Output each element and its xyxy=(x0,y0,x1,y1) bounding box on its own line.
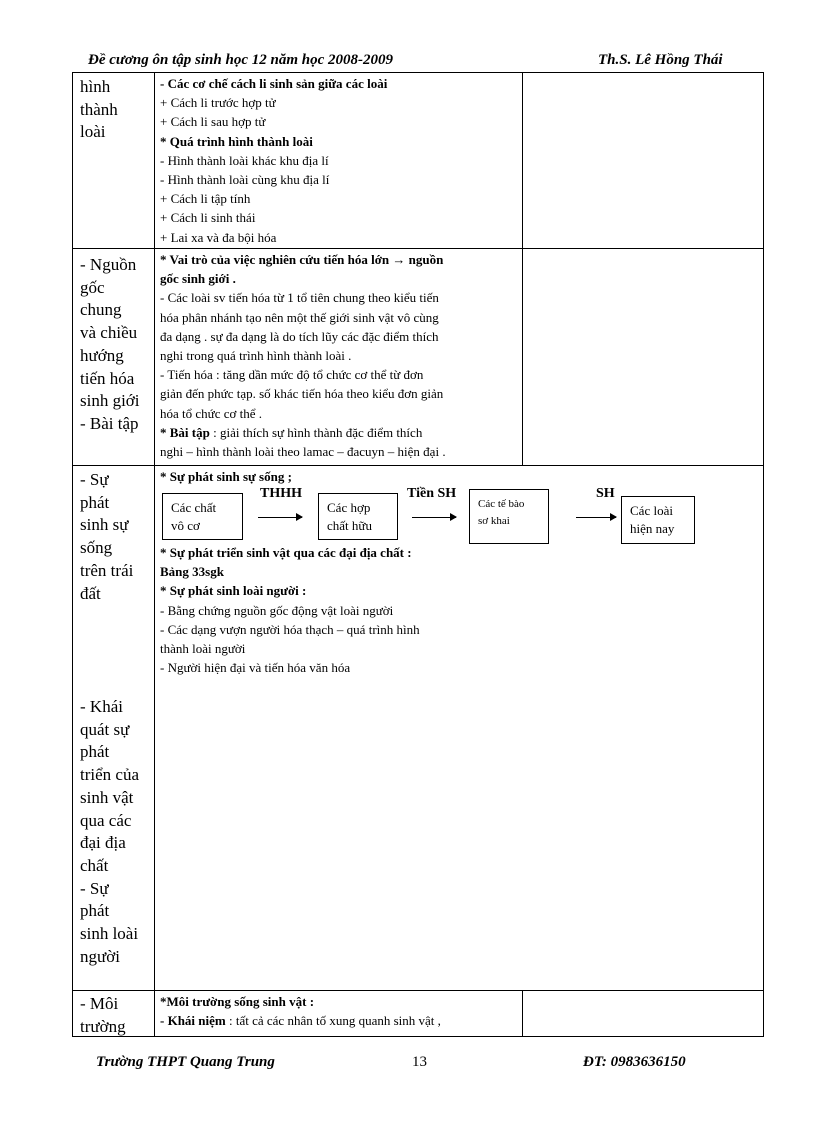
flow-box: Các chất vô cơ xyxy=(162,493,243,540)
table-rule xyxy=(72,248,764,249)
content-cell: * Vai trò của việc nghiên cứu tiến hóa lớn → nguồn gốc sinh giới . - Các loài sv tiến hóa từ 1 tổ tiên chung theo kiểu tiến hóa phân nhánh tạo nên một thế giới sinh vật vô cùng đa dạng . sự đa dạng là do tích lũy các đặc điểm thích nghi trong quá trình hình thành loài . - Tiến hóa : tăng dần mức độ tổ chức cơ thể từ đơn giản đến phức tạp. số khác tiến hóa theo kiểu đơn giản hóa tổ chức cơ thể . * Bài tập : giải thích sự hình thành đặc điểm thích nghi – hình thành loài theo lamac – đacuyn – hiện đại . xyxy=(160,252,446,460)
table-rule xyxy=(154,72,155,1036)
table-rule xyxy=(522,72,523,465)
table-rule xyxy=(72,990,764,991)
page-number: 13 xyxy=(412,1054,427,1070)
content-cell: * Sự phát triển sinh vật qua các đại địa chất : Bảng 33sgk * Sự phát sinh loài người : - Bằng chứng nguồn gốc động vật loài người - Các dạng vượn người hóa thạch – quá trình hình thành loài người - Người hiện đại và tiến hóa văn hóa xyxy=(160,545,420,676)
table-rule xyxy=(72,465,764,466)
header-title: Đề cương ôn tập sinh học 12 năm học 2008-2009 xyxy=(88,52,393,68)
flow-heading: * Sự phát sinh sự sống ; xyxy=(160,469,292,484)
table-rule xyxy=(763,72,764,1036)
topic-cell: - Môi trường xyxy=(80,994,126,1036)
outline-table xyxy=(72,72,764,1036)
flow-box: Các loài hiện nay xyxy=(621,496,695,544)
table-rule xyxy=(522,990,523,1036)
flow-label: THHH xyxy=(260,486,303,501)
flow-box: Các hợp chất hữu xyxy=(318,493,398,540)
flow-box: Các tế bào sơ khai xyxy=(469,489,549,544)
flow-label: SH xyxy=(596,486,615,501)
topic-cell: - Nguồn gốc chung và chiều hướng tiến hóa sinh giới - Bài tập xyxy=(80,255,140,433)
table-rule xyxy=(72,1036,764,1037)
content-cell: - Các cơ chế cách li sinh sản giữa các loài + Cách li trước hợp tử + Cách li sau hợp tử * Quá trình hình thành loài - Hình thành loài khác khu địa lí - Hình thành loài cùng khu địa lí + Cách li tập tính + Cách li sinh thái + Lai xa và đa bội hóa xyxy=(160,76,388,245)
flow-label: Tiền SH xyxy=(407,486,457,501)
header-author: Th.S. Lê Hồng Thái xyxy=(598,52,723,68)
footer-phone: ĐT: 0983636150 xyxy=(583,1054,686,1070)
topic-cell: hình thành loài xyxy=(80,77,118,142)
table-rule xyxy=(72,72,73,1036)
footer-school: Trường THPT Quang Trung xyxy=(96,1054,275,1070)
topic-cell: - Sự phát sinh sự sống trên trái đất - Khái quát sự phát triển của sinh vật qua các đại địa chất - Sự phát sinh loài người xyxy=(80,470,139,966)
table-rule xyxy=(72,72,764,73)
content-cell: *Môi trường sống sinh vật : - Khái niệm : tất cả các nhân tố xung quanh sinh vật , xyxy=(160,994,441,1029)
